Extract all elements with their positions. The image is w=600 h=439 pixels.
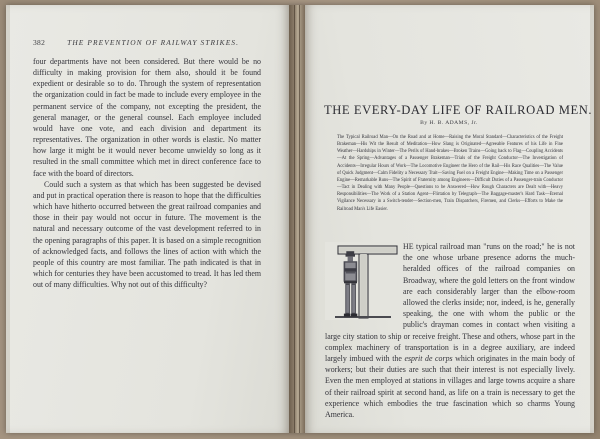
left-page: [6, 5, 289, 433]
page-edge-shadow: [590, 5, 594, 433]
paragraph: four departments have not been considered. But there would be no difficulty in making provision for them also, should it be found expedient or desirable so to do. Through the system of representation the organization could in fact be made to include every employee in the permanent service of the company, not excepting the president, the general manager, or the general counsel. Each employee included would have one vote, and each division and department its representatives. The organization in other words is elastic. No matter how large it might be it would never become unwieldy so long as it resulted in the small committee which met in direct conference face to face with the board of directors.: [33, 57, 261, 178]
right-page-body: [325, 241, 575, 420]
article-title: THE EVERY-DAY LIFE OF RAILROAD MEN.: [324, 103, 593, 117]
article-byline: By H. B. ADAMS, Jr.: [420, 120, 478, 126]
gutter-crease: [294, 5, 295, 433]
book-gutter: [289, 5, 305, 433]
running-head: THE PREVENTION OF RAILWAY STRIKES.: [67, 38, 240, 47]
drop-cap-illustration-icon: [325, 242, 399, 320]
page-number: 382: [33, 38, 46, 47]
book-spread: [6, 5, 594, 433]
left-page-header: [33, 38, 261, 47]
right-page: [305, 5, 594, 433]
body-text-part-1: HE typical railroad man "runs on the road;" he is not the one whose urbane presence adorns the much-heralded offices of the railroad companies on Broadway, where the gold letters on the front window are each considerably larger than the elbow-room allowed the clerks inside; nor, indeed, is he, generally speaking, the one with whom the public or the public's drayman comes in contact when visiting a large city station to ship or receive freight. These and others, whose part in the complex machinery of transportation is in a degree auxiliary, are indeed largely imbued with the: [325, 242, 575, 364]
left-page-body: [33, 56, 261, 290]
paragraph: Could such a system as that which has been suggested be devised and put in practical operation there is reason to hope that the difficulties which have hitherto occurred between the great railroad companies and those in their pay would not occur in future. The movement is the natural and necessary outcome of the vast development referred to in the opening paragraphs of this paper. It is based on a simple recognition of acknowledged facts, and follows the lines of action with which the people of this country are most familiar. The path indicated is that in which for centuries they have been accustomed to tread. It has led them out of many difficulties. Why not out of this difficulty?: [33, 179, 261, 290]
body-text-italic: esprit de corps: [404, 354, 453, 364]
page-edge-shadow: [6, 5, 10, 433]
body-text-part-2: which originates in the main body of workers; but their duties are such that their interest is not especially lively. Even the men employed at stations in villages and large towns acquire a share of their railroad spirit at second hand, as life on a train is necessary to get the experience which embodies the true fascination which so charms Young America.: [325, 354, 576, 420]
gutter-crease: [299, 5, 300, 433]
article-abstract: The Typical Railroad Man—On the Road and at Home—Raising the Moral Standard—Characteristics of the Freight Brakeman—His Wit the Result of Meditation—How Slang is Originated—Agreeable Features of his Life in Fine Weather—Hardships in Winter—The Perils of Hand-brakes—Broken Trains—Going back to Flag—Coupling Accidents—At the Spring—Advantages of a Passenger Brakeman—Trials of the Freight Conductor—The Investigation of Accidents—Irregular Hours of Work—The Locomotive Engineer the Hero of the Rail—His Race Qualities—The Value of Quick Judgment—Calm Fidelity a Necessary Trait—Saving Fuel on a Freight Engine—Making Time on a Passenger Engine—Remarkable Runs—The Spirit of Fraternity among Engineers—Difficult Duties of a Passenger-train Conductor—Tact in Dealing with Many People—Questions to be Answered—How Rough Characters are Dealt with—Heavy Responsibilities—The Work of a Station Agent—Flirtation by Telegraph—The Baggage-master's Hard Task—Eternal Vigilance Necessary in a Switch-tender—Section-men, Train Dispatchers, Firemen, and Clerks—Efforts to Make the Railroad Man's Life Easier.: [337, 135, 563, 212]
